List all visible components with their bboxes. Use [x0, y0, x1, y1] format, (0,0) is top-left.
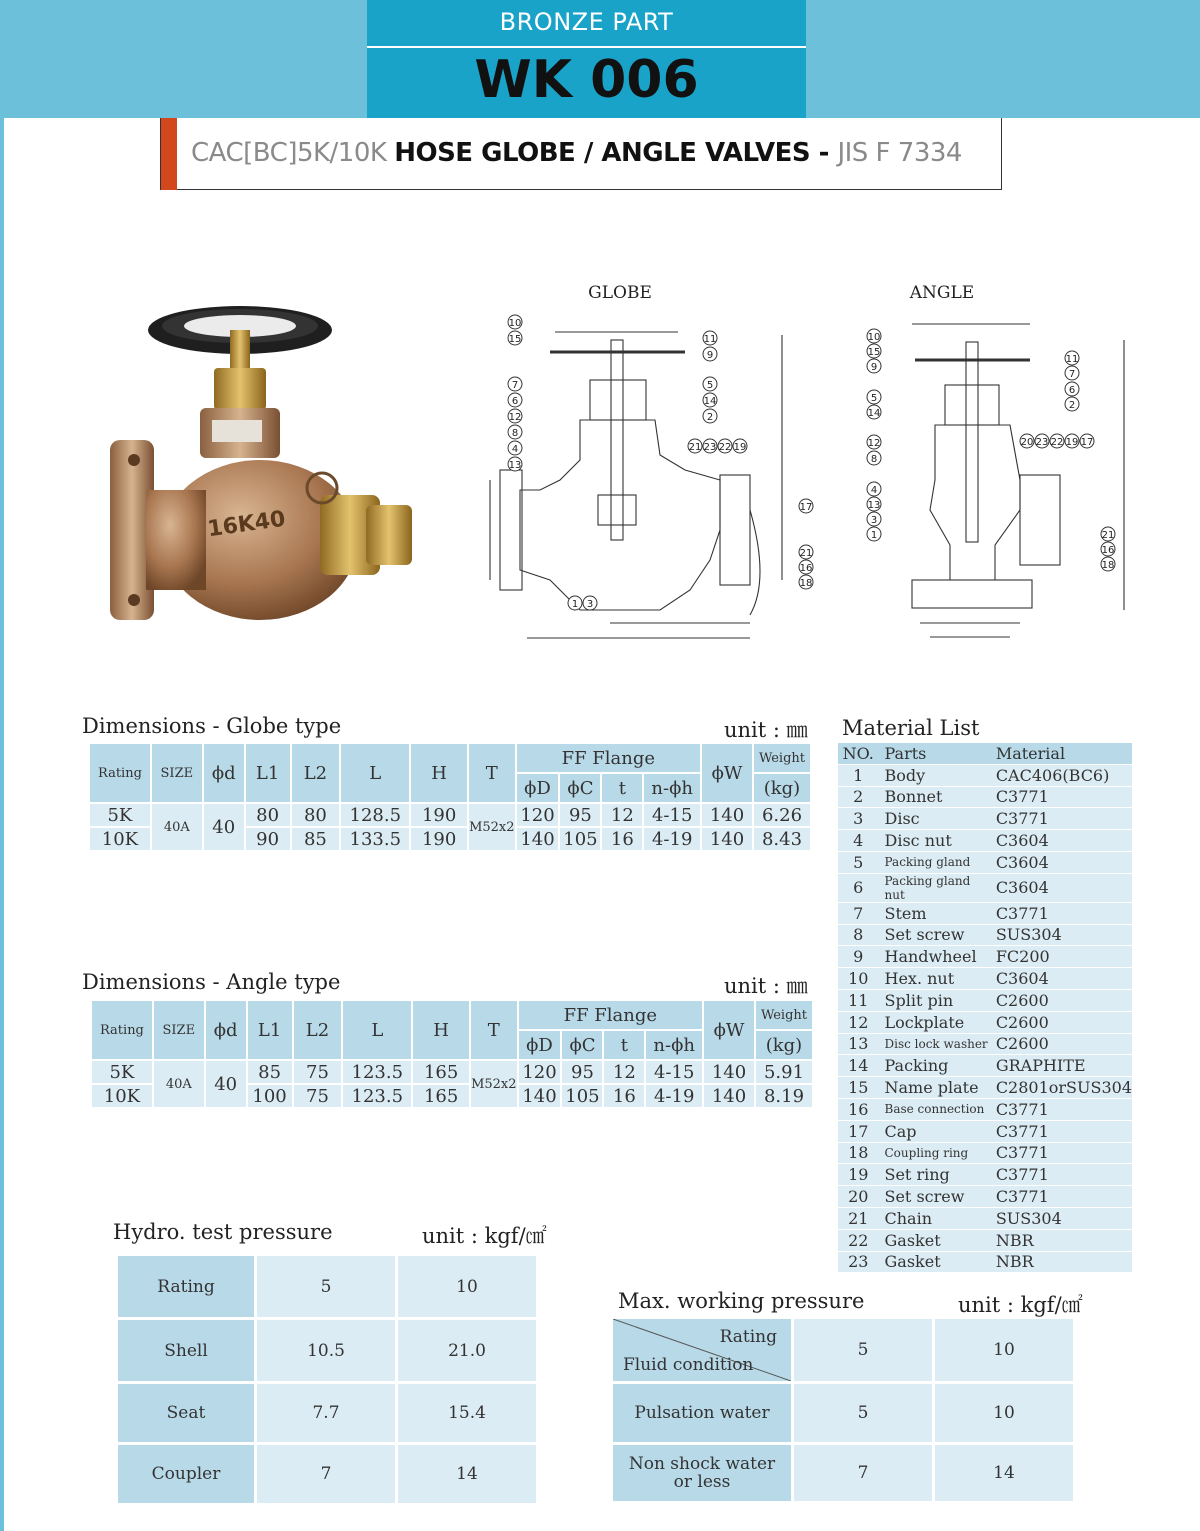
material-row — [838, 1012, 1132, 1033]
hydro-label: Rating — [118, 1256, 254, 1317]
cell-D: 140 — [519, 1085, 561, 1107]
cell-h: 190 — [411, 828, 467, 850]
col-d: ϕd — [204, 744, 244, 802]
angle-table-unit: unit : ㎜ — [724, 974, 808, 998]
globe-drawing — [470, 280, 820, 645]
cell-l: 123.5 — [343, 1085, 411, 1107]
material-value: C3771 — [990, 808, 1132, 829]
material-no: 8 — [838, 925, 879, 946]
cell-rating: 10K — [90, 828, 150, 850]
maxwp-label-line2: or less — [673, 1472, 731, 1492]
material-no: 15 — [838, 1077, 879, 1098]
col-nh: n-ϕh — [646, 1031, 702, 1059]
title-spec: CAC[BC]5K/10K — [191, 138, 395, 168]
material-row — [838, 1186, 1132, 1207]
globe-dimensions-table — [88, 742, 812, 852]
material-row — [838, 1099, 1132, 1120]
title-standard: JIS F 7334 — [837, 138, 962, 168]
hydro-label: Seat — [118, 1384, 254, 1442]
material-value: GRAPHITE — [990, 1055, 1132, 1076]
cell-C: 105 — [560, 828, 600, 850]
material-row — [838, 765, 1132, 786]
col-tt: t — [604, 1031, 644, 1059]
max-working-pressure-table — [610, 1316, 1076, 1504]
hydro-5k: 7.7 — [257, 1384, 395, 1442]
cell-weight: 6.26 — [754, 804, 810, 826]
material-no: 1 — [838, 765, 879, 786]
col-weight: Weight — [754, 744, 810, 772]
material-value: C3604 — [990, 830, 1132, 851]
maxwp-5k: 5 — [794, 1384, 932, 1442]
col-ff-flange: FF Flange — [519, 1001, 703, 1029]
cell-rating: 5K — [92, 1061, 152, 1083]
maxwp-10k: 14 — [935, 1445, 1073, 1501]
material-row — [838, 808, 1132, 829]
material-value: SUS304 — [990, 1208, 1132, 1229]
material-part: Packing gland — [879, 852, 990, 873]
material-no: 11 — [838, 990, 879, 1011]
col-no: NO. — [838, 743, 879, 764]
svg-text:3: 3 — [586, 599, 594, 610]
svg-text:10: 10 — [867, 332, 881, 343]
hydro-10k: 14 — [398, 1445, 536, 1503]
cell-w: 140 — [702, 828, 752, 850]
col-size: SIZE — [152, 744, 202, 802]
angle-dimensions-table — [90, 999, 814, 1109]
svg-text:1: 1 — [571, 599, 579, 610]
angle-drawing — [860, 280, 1130, 645]
cell-l: 133.5 — [341, 828, 409, 850]
svg-text:13: 13 — [508, 460, 522, 471]
cell-l1: 85 — [248, 1061, 292, 1083]
valve-photo — [90, 290, 430, 635]
material-part: Set ring — [879, 1164, 990, 1185]
svg-text:16K40: 16K40 — [205, 506, 287, 543]
svg-text:2: 2 — [1068, 400, 1076, 411]
col-size: SIZE — [154, 1001, 204, 1059]
material-no: 19 — [838, 1164, 879, 1185]
col-kg: (kg) — [756, 1031, 812, 1059]
maxwp-label — [613, 1445, 791, 1501]
cell-size: 40A — [152, 804, 202, 850]
material-value: C3771 — [990, 1121, 1132, 1142]
col-l2: L2 — [292, 744, 340, 802]
cell-weight: 8.43 — [754, 828, 810, 850]
maxwp-unit: unit : kgf/㎠ — [958, 1293, 1083, 1317]
material-row — [838, 990, 1132, 1011]
cell-l1: 80 — [246, 804, 290, 826]
material-part: Set screw — [879, 925, 990, 946]
header-box — [367, 0, 806, 118]
svg-text:20: 20 — [1020, 437, 1034, 448]
svg-text:4: 4 — [511, 444, 519, 455]
cell-tt: 16 — [602, 828, 642, 850]
table-row — [118, 1256, 536, 1317]
svg-text:16: 16 — [1101, 545, 1115, 556]
cell-tt: 16 — [604, 1085, 644, 1107]
material-no: 10 — [838, 968, 879, 989]
cell-w: 140 — [704, 1061, 754, 1083]
cell-D: 120 — [519, 1061, 561, 1083]
hydro-10k: 10 — [398, 1256, 536, 1317]
svg-text:15: 15 — [867, 347, 881, 358]
col-ff-flange: FF Flange — [517, 744, 701, 772]
material-no: 23 — [838, 1252, 879, 1273]
material-no: 3 — [838, 808, 879, 829]
table-row — [92, 1061, 812, 1083]
angle-label: ANGLE — [909, 283, 975, 303]
cell-h: 165 — [413, 1061, 469, 1083]
product-title-box — [160, 118, 1002, 190]
maxwp-5k: 5 — [794, 1319, 932, 1381]
svg-text:7: 7 — [511, 380, 519, 391]
svg-text:8: 8 — [870, 454, 878, 465]
material-value: C3604 — [990, 874, 1132, 902]
material-no: 4 — [838, 830, 879, 851]
material-part: Hex. nut — [879, 968, 990, 989]
cell-D: 140 — [517, 828, 559, 850]
material-no: 22 — [838, 1230, 879, 1251]
cell-h: 165 — [413, 1085, 469, 1107]
svg-text:6: 6 — [511, 396, 519, 407]
cell-h: 190 — [411, 804, 467, 826]
cell-t: M52x2 — [469, 804, 514, 850]
cell-weight: 8.19 — [756, 1085, 812, 1107]
cell-nh: 4-19 — [646, 1085, 702, 1107]
material-row — [838, 1208, 1132, 1229]
material-no: 6 — [838, 874, 879, 902]
cell-weight: 5.91 — [756, 1061, 812, 1083]
svg-text:11: 11 — [703, 334, 717, 345]
maxwp-10k: 10 — [935, 1384, 1073, 1442]
material-value: C3771 — [990, 787, 1132, 808]
corner-cell — [613, 1319, 791, 1381]
svg-text:1: 1 — [870, 530, 878, 541]
cell-nh: 4-15 — [646, 1061, 702, 1083]
material-part: Coupling ring — [879, 1143, 990, 1164]
material-no: 7 — [838, 903, 879, 924]
material-part: Name plate — [879, 1077, 990, 1098]
cell-C: 105 — [562, 1085, 602, 1107]
material-value: NBR — [990, 1252, 1132, 1273]
cell-l1: 100 — [248, 1085, 292, 1107]
svg-text:12: 12 — [867, 438, 881, 449]
material-no: 14 — [838, 1055, 879, 1076]
col-tt: t — [602, 774, 642, 802]
col-D: ϕD — [517, 774, 559, 802]
cell-w: 140 — [704, 1085, 754, 1107]
material-value: C2600 — [990, 1012, 1132, 1033]
material-row — [838, 1077, 1132, 1098]
material-row — [838, 968, 1132, 989]
material-value: C3771 — [990, 903, 1132, 924]
category-label: BRONZE PART — [499, 8, 674, 36]
col-d: ϕd — [206, 1001, 246, 1059]
svg-text:19: 19 — [1065, 437, 1079, 448]
hydro-unit: unit : kgf/㎠ — [422, 1224, 547, 1248]
table-row — [613, 1445, 1073, 1501]
left-rule — [0, 118, 4, 1531]
material-row — [838, 946, 1132, 967]
material-list-title: Material List — [842, 716, 980, 740]
material-row — [838, 1121, 1132, 1142]
table-row — [90, 804, 810, 826]
svg-text:15: 15 — [508, 334, 522, 345]
material-row — [838, 1034, 1132, 1055]
maxwp-title: Max. working pressure — [618, 1289, 865, 1313]
table-row — [613, 1384, 1073, 1442]
material-row — [838, 1230, 1132, 1251]
col-t: T — [469, 744, 514, 802]
svg-text:17: 17 — [1080, 437, 1094, 448]
material-value: C3771 — [990, 1143, 1132, 1164]
col-l1: L1 — [246, 744, 290, 802]
svg-text:21: 21 — [1101, 530, 1115, 541]
material-part: Set screw — [879, 1186, 990, 1207]
svg-text:13: 13 — [867, 500, 881, 511]
svg-text:11: 11 — [1065, 354, 1079, 365]
hydro-test-table — [115, 1253, 539, 1506]
cell-t: M52x2 — [471, 1061, 516, 1107]
material-part: Disc — [879, 808, 990, 829]
material-part: Body — [879, 765, 990, 786]
material-row — [838, 787, 1132, 808]
cell-C: 95 — [560, 804, 600, 826]
material-no: 17 — [838, 1121, 879, 1142]
header-divider — [367, 46, 806, 48]
material-part: Gasket — [879, 1230, 990, 1251]
material-row — [838, 830, 1132, 851]
material-value: C2600 — [990, 1034, 1132, 1055]
cell-rating: 5K — [90, 804, 150, 826]
col-h: H — [411, 744, 467, 802]
globe-table-unit: unit : ㎜ — [724, 718, 808, 742]
svg-text:9: 9 — [706, 350, 714, 361]
svg-text:12: 12 — [508, 412, 522, 423]
material-part: Split pin — [879, 990, 990, 1011]
corner-bottom-label: Fluid condition — [623, 1355, 754, 1375]
globe-table-title: Dimensions - Globe type — [82, 714, 342, 738]
hydro-label: Shell — [118, 1320, 254, 1381]
svg-text:23: 23 — [1035, 437, 1049, 448]
corner-top-label: Rating — [719, 1327, 777, 1347]
cell-l2: 75 — [294, 1061, 342, 1083]
product-title — [191, 138, 962, 168]
material-part: Lockplate — [879, 1012, 990, 1033]
col-C: ϕC — [560, 774, 600, 802]
cell-w: 140 — [702, 804, 752, 826]
cell-d: 40 — [204, 804, 244, 850]
maxwp-label-line1: Non shock water — [628, 1454, 776, 1474]
svg-text:22: 22 — [718, 442, 732, 453]
col-rating: Rating — [90, 744, 150, 802]
col-material: Material — [990, 743, 1132, 764]
material-no: 9 — [838, 946, 879, 967]
cell-tt: 12 — [604, 1061, 644, 1083]
material-value: C2600 — [990, 990, 1132, 1011]
table-row — [613, 1319, 1073, 1381]
material-part: Base connection — [879, 1099, 990, 1120]
col-kg: (kg) — [754, 774, 810, 802]
svg-text:5: 5 — [870, 393, 878, 404]
material-no: 21 — [838, 1208, 879, 1229]
cell-nh: 4-15 — [644, 804, 700, 826]
cell-l2: 85 — [292, 828, 340, 850]
svg-text:18: 18 — [799, 578, 813, 589]
material-no: 16 — [838, 1099, 879, 1120]
material-row — [838, 1252, 1132, 1273]
table-row — [118, 1320, 536, 1381]
material-part: Stem — [879, 903, 990, 924]
svg-text:9: 9 — [870, 362, 878, 373]
material-value: C3771 — [990, 1186, 1132, 1207]
material-part: Handwheel — [879, 946, 990, 967]
cell-rating: 10K — [92, 1085, 152, 1107]
cell-d: 40 — [206, 1061, 246, 1107]
material-value: CAC406(BC6) — [990, 765, 1132, 786]
material-row — [838, 903, 1132, 924]
material-value: SUS304 — [990, 925, 1132, 946]
material-row — [838, 925, 1132, 946]
maxwp-10k: 10 — [935, 1319, 1073, 1381]
col-parts: Parts — [879, 743, 990, 764]
svg-text:22: 22 — [1050, 437, 1064, 448]
material-part: Gasket — [879, 1252, 990, 1273]
material-part: Chain — [879, 1208, 990, 1229]
material-value: NBR — [990, 1230, 1132, 1251]
material-row — [838, 1055, 1132, 1076]
model-number: WK 006 — [474, 50, 699, 110]
svg-text:17: 17 — [799, 502, 813, 513]
svg-text:10: 10 — [508, 318, 522, 329]
title-accent — [161, 118, 177, 190]
svg-text:16: 16 — [799, 563, 813, 574]
material-list-table — [838, 742, 1132, 1273]
col-D: ϕD — [519, 1031, 561, 1059]
svg-text:23: 23 — [703, 442, 717, 453]
svg-text:5: 5 — [706, 380, 714, 391]
cell-C: 95 — [562, 1061, 602, 1083]
svg-text:7: 7 — [1068, 369, 1076, 380]
col-w: ϕW — [704, 1001, 754, 1059]
material-part: Packing gland nut — [879, 874, 990, 902]
cell-tt: 12 — [602, 804, 642, 826]
svg-text:6: 6 — [1068, 385, 1076, 396]
svg-text:8: 8 — [511, 428, 519, 439]
material-part: Cap — [879, 1121, 990, 1142]
material-no: 2 — [838, 787, 879, 808]
hydro-10k: 15.4 — [398, 1384, 536, 1442]
hydro-5k: 5 — [257, 1256, 395, 1317]
cell-l1: 90 — [246, 828, 290, 850]
col-t: T — [471, 1001, 516, 1059]
material-value: C3771 — [990, 1099, 1132, 1120]
material-no: 5 — [838, 852, 879, 873]
maxwp-5k: 7 — [794, 1445, 932, 1501]
svg-text:2: 2 — [706, 412, 714, 423]
col-nh: n-ϕh — [644, 774, 700, 802]
cell-size: 40A — [154, 1061, 204, 1107]
material-no: 18 — [838, 1143, 879, 1164]
material-value: FC200 — [990, 946, 1132, 967]
material-part: Disc lock washer — [879, 1034, 990, 1055]
hydro-title: Hydro. test pressure — [113, 1220, 333, 1244]
col-l2: L2 — [294, 1001, 342, 1059]
col-C: ϕC — [562, 1031, 602, 1059]
title-main: HOSE GLOBE / ANGLE VALVES - — [394, 138, 838, 168]
col-weight: Weight — [756, 1001, 812, 1029]
col-w: ϕW — [702, 744, 752, 802]
hydro-label: Coupler — [118, 1445, 254, 1503]
svg-text:21: 21 — [688, 442, 702, 453]
hydro-10k: 21.0 — [398, 1320, 536, 1381]
col-h: H — [413, 1001, 469, 1059]
table-row — [118, 1384, 536, 1442]
cell-l2: 75 — [294, 1085, 342, 1107]
material-value: C3771 — [990, 1164, 1132, 1185]
material-no: 20 — [838, 1186, 879, 1207]
cell-D: 120 — [517, 804, 559, 826]
cell-l2: 80 — [292, 804, 340, 826]
hydro-5k: 10.5 — [257, 1320, 395, 1381]
maxwp-label: Pulsation water — [613, 1384, 791, 1442]
material-row — [838, 1143, 1132, 1164]
svg-text:19: 19 — [733, 442, 747, 453]
material-row — [838, 852, 1132, 873]
material-value: C3604 — [990, 968, 1132, 989]
material-row — [838, 874, 1132, 902]
material-value: C3604 — [990, 852, 1132, 873]
hydro-5k: 7 — [257, 1445, 395, 1503]
table-row — [118, 1445, 536, 1503]
col-l: L — [341, 744, 409, 802]
material-part: Packing — [879, 1055, 990, 1076]
material-no: 13 — [838, 1034, 879, 1055]
svg-text:14: 14 — [867, 408, 881, 419]
svg-text:3: 3 — [870, 515, 878, 526]
cell-l: 123.5 — [343, 1061, 411, 1083]
cell-l: 128.5 — [341, 804, 409, 826]
col-l: L — [343, 1001, 411, 1059]
material-part: Bonnet — [879, 787, 990, 808]
svg-text:4: 4 — [870, 485, 878, 496]
material-value: C2801orSUS304 — [990, 1077, 1132, 1098]
globe-label: GLOBE — [588, 283, 652, 303]
material-part: Disc nut — [879, 830, 990, 851]
svg-text:21: 21 — [799, 548, 813, 559]
cell-nh: 4-19 — [644, 828, 700, 850]
material-row — [838, 1164, 1132, 1185]
col-l1: L1 — [248, 1001, 292, 1059]
material-no: 12 — [838, 1012, 879, 1033]
svg-text:18: 18 — [1101, 560, 1115, 571]
svg-text:14: 14 — [703, 396, 717, 407]
angle-table-title: Dimensions - Angle type — [82, 970, 341, 994]
col-rating: Rating — [92, 1001, 152, 1059]
